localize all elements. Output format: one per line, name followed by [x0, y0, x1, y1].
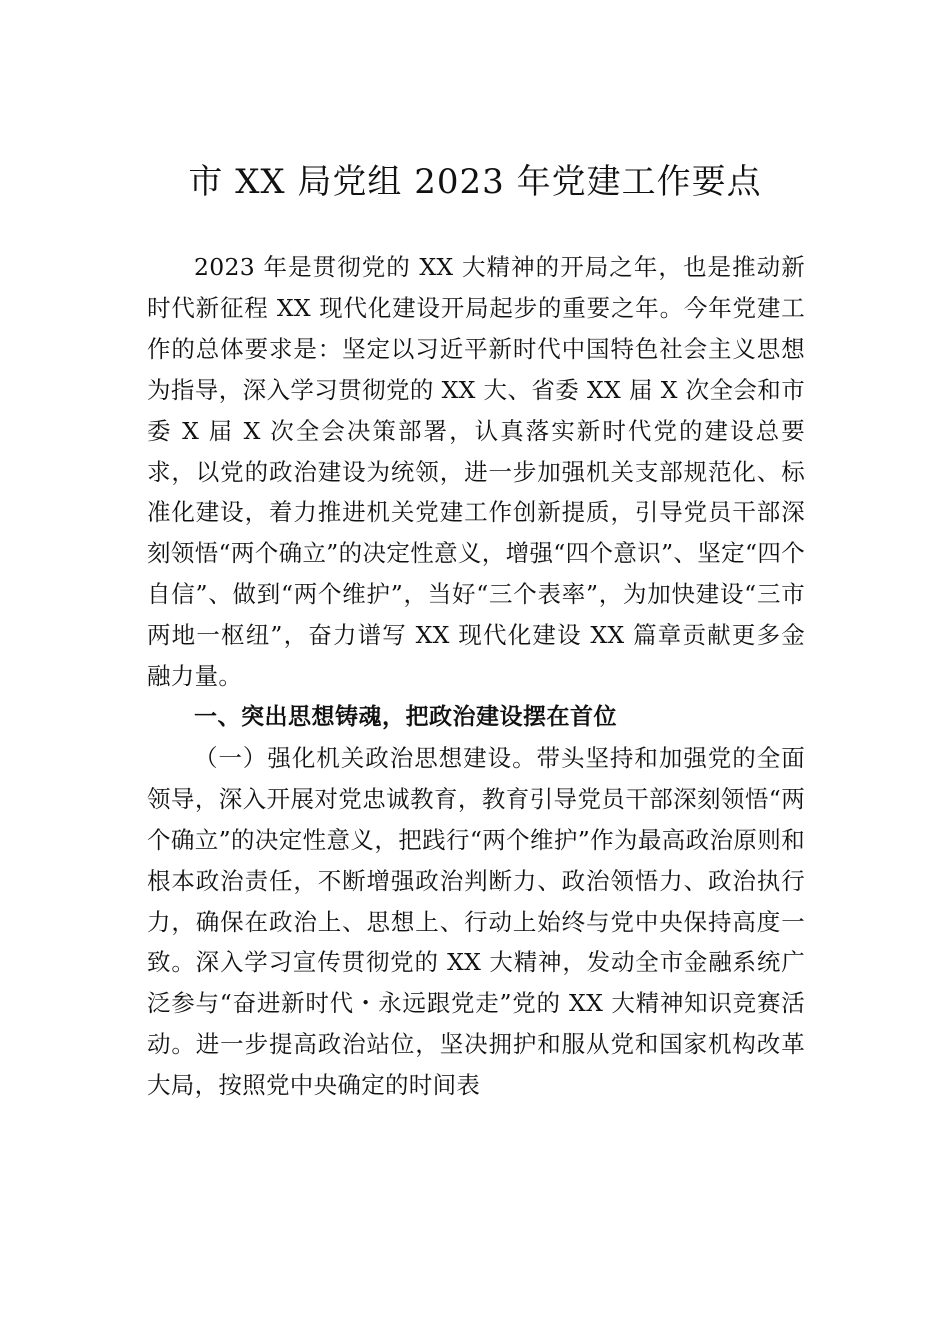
paragraph-intro: 2023 年是贯彻党的 XX 大精神的开局之年，也是推动新时代新征程 XX 现代化建设开局起步的重要之年。今年党建工作的总体要求是：坚定以习近平新时代中国特色社会主义思想为指导，深入学习贯彻党的 XX 大、省委 XX 届 X 次全会和市委 X 届 X 次全会决策部署，认真落实新时代党的建设总要求，以党的政治建设为统领，进一步加强机关支部规范化、标准化建设，着力推进机关党建工作创新提质，引导党员干部深刻领悟“两个确立”的决定性意义，增强“四个意识”、坚定“四个自信”、做到“两个维护”，当好“三个表率”，为加快建设“三市两地一枢纽”，奋力谱写 XX 现代化建设 XX 篇章贡献更多金融力量。	[147, 253, 805, 691]
document-title: 市 XX 局党组 2023 年党建工作要点	[188, 162, 762, 202]
paragraph-section-1-item-1: （一）强化机关政治思想建设。带头坚持和加强党的全面领导，深入开展对党忠诚教育，教育引导党员干部深刻领悟“两个确立”的决定性意义，把践行“两个维护”作为最高政治原则和根本政治责任，不断增强政治判断力、政治领悟力、政治执行力，确保在政治上、思想上、行动上始终与党中央保持高度一致。深入学习宣传贯彻党的 XX 大精神，发动全市金融系统广泛参与“奋进新时代・永远跟党走”党的 XX 大精神知识竞赛活动。进一步提高政治站位，坚决拥护和服从党和国家机构改革大局，按照党中央确定的时间表	[147, 743, 805, 1100]
section-heading-1: 一、突出思想铸魂，把政治建设摆在首位	[194, 703, 617, 730]
document-body	[147, 247, 805, 1106]
